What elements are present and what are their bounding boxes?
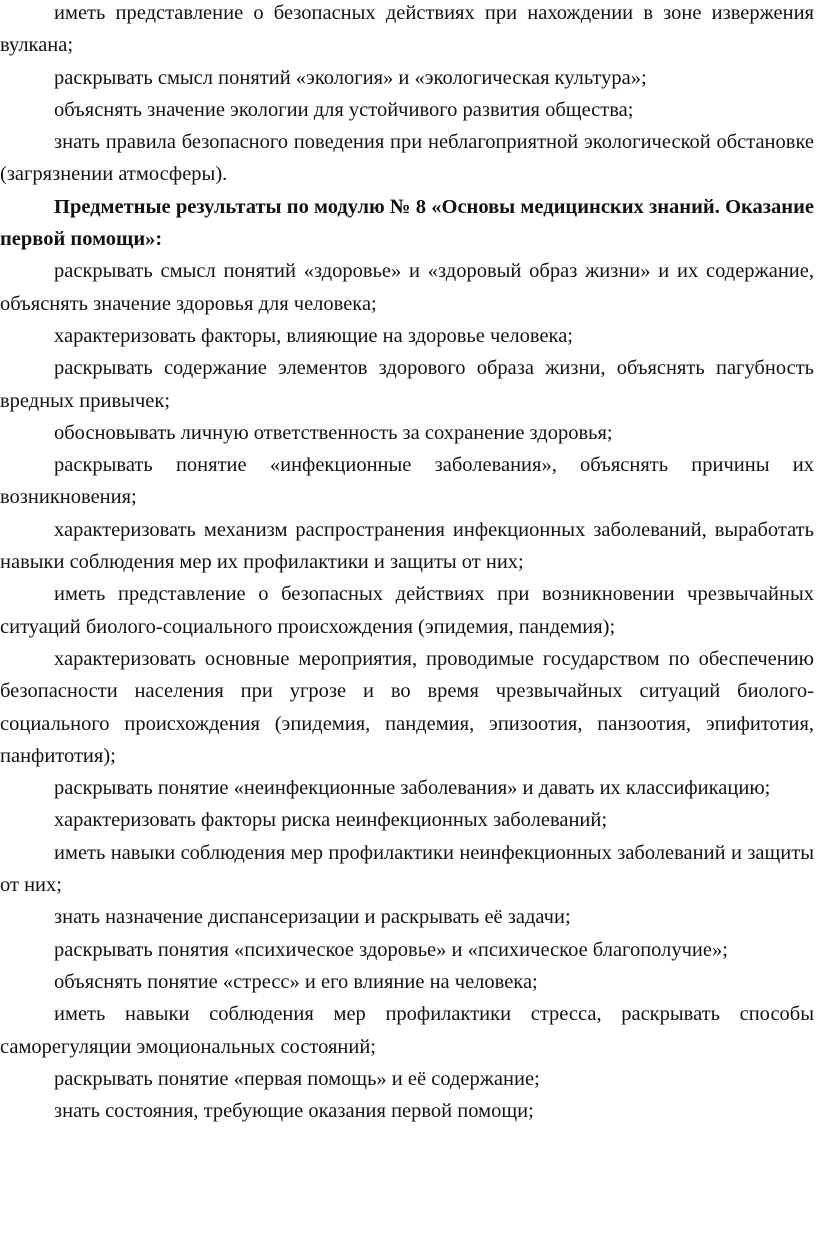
paragraph: объяснять значение экологии для устойчивого развития общества;	[54, 98, 634, 121]
paragraph: раскрывать понятия «психическое здоровье» и «психическое благополучие»;	[54, 938, 728, 961]
paragraph: знать назначение диспансеризации и раскрывать её задачи;	[54, 906, 571, 929]
paragraph: характеризовать механизм распространения инфекционных заболеваний, выработать навыки соблюдения мер их профилактики и защиты от них;	[0, 518, 814, 574]
paragraph: знать правила безопасного поведения при неблагоприятной экологической обстановке (загрязнении атмосферы).	[0, 131, 814, 186]
paragraph: характеризовать факторы, влияющие на здоровье человека;	[54, 324, 573, 347]
paragraph: характеризовать факторы риска неинфекционных заболеваний;	[54, 809, 608, 832]
paragraph: обосновывать личную ответственность за сохранение здоровья;	[54, 421, 613, 444]
paragraph: характеризовать основные мероприятия, проводимые государством по обеспечению безопасности населения при угрозе и во время чрезвычайных ситуаций биолого-социального происхождения (эпидемия, пандемия, эпизоотия, панзоотия, эпифитотия, панфитотия);	[0, 647, 814, 767]
paragraph: раскрывать содержание элементов здорового образа жизни, объяснять пагубность вредных привычек;	[0, 357, 814, 412]
paragraph: раскрывать понятие «первая помощь» и её содержание;	[54, 1067, 540, 1090]
paragraph: объяснять понятие «стресс» и его влияние на человека;	[54, 970, 538, 993]
paragraph: раскрывать смысл понятий «здоровье» и «здоровый образ жизни» и их содержание, объяснять значение здоровья для человека;	[0, 260, 814, 315]
paragraph: раскрывать понятие «неинфекционные заболевания» и давать их классификацию;	[54, 777, 771, 800]
paragraph: раскрывать понятие «инфекционные заболевания», объяснять причины их возникновения;	[0, 454, 814, 509]
paragraph: раскрывать смысл понятий «экология» и «экологическая культура»;	[54, 66, 647, 89]
paragraph: иметь навыки соблюдения мер профилактики стресса, раскрывать способы саморегуляции эмоциональных состояний;	[0, 1003, 814, 1058]
section-heading: Предметные результаты по модулю № 8 «Основы медицинских знаний. Оказание первой помощи»:	[0, 195, 814, 251]
paragraph: знать состояния, требующие оказания первой помощи;	[54, 1100, 534, 1123]
paragraph: иметь представление о безопасных действиях при нахождении в зоне извержения вулкана;	[0, 2, 814, 57]
paragraph: иметь представление о безопасных действиях при возникновении чрезвычайных ситуаций биолого-социального происхождения (эпидемия, пандемия);	[0, 583, 814, 638]
paragraph: иметь навыки соблюдения мер профилактики неинфекционных заболеваний и защиты от них;	[0, 841, 814, 897]
